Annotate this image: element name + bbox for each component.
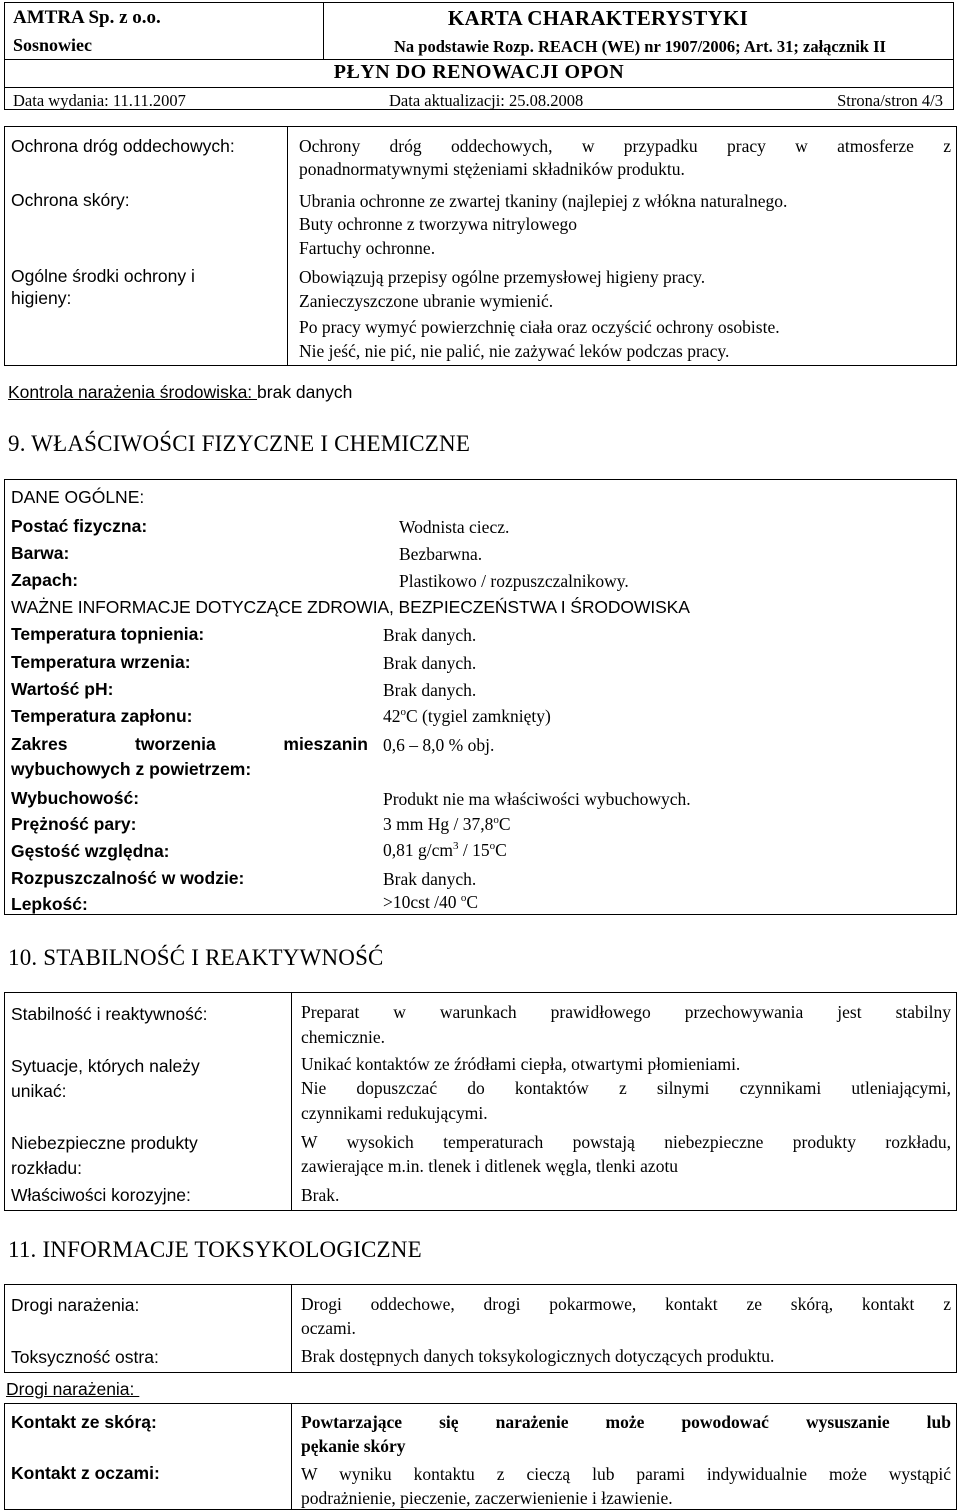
- protection-line: Obowiązują przepisy ogólne przemysłowej higieny pracy.: [299, 267, 706, 287]
- skin-contact-line: pękanie skóry: [301, 1436, 406, 1456]
- property-label: Zapach:: [11, 570, 79, 590]
- protection-line: Fartuchy ochronne.: [299, 238, 436, 258]
- protection-line: Po pracy wymyć powierzchnię ciała oraz oczyścić ochrony osobiste.: [299, 317, 780, 337]
- protection-line: ponadnormatywnymi stężeniami składników produktu.: [299, 159, 685, 179]
- page-number: Strona/stron 4/3: [837, 91, 943, 110]
- property-value: Produkt nie ma właściwości wybuchowych.: [383, 789, 691, 809]
- stability-table: [4, 992, 957, 1211]
- stability-line: chemicznie.: [301, 1027, 386, 1047]
- column-divider: [291, 1404, 292, 1509]
- avoid-line: Nie dopuszczać do kontaktów z silnymi czynnikami utleniającymi,: [301, 1078, 951, 1098]
- company-city: Sosnowiec: [13, 35, 93, 55]
- property-value: Brak danych.: [383, 869, 477, 889]
- header-divider: [5, 87, 953, 88]
- property-label: Zakres tworzenia mieszanin: [11, 734, 368, 754]
- protection-line: Ubrania ochronne ze zwartej tkaniny (najlepiej z włókna naturalnego.: [299, 191, 788, 211]
- hygiene-label: Ogólne środki ochrony i higieny:: [11, 266, 195, 309]
- physical-properties-table: [4, 479, 957, 915]
- protection-line: Nie jeść, nie pić, nie palić, nie zażywać leków podczas pracy.: [299, 341, 730, 361]
- update-date: Data aktualizacji: 25.08.2008: [389, 91, 584, 110]
- skin-protection-label: Ochrona skóry:: [11, 190, 130, 210]
- property-label: Postać fizyczna:: [11, 516, 148, 536]
- decomposition-label: Niebezpieczne produkty: [11, 1133, 198, 1153]
- property-value: Brak danych.: [383, 653, 477, 673]
- property-value: Brak danych.: [383, 625, 477, 645]
- corrosive-value: Brak.: [301, 1185, 340, 1205]
- density-value: 0,81 $g/cm^3 / 15^oC$: [383, 840, 507, 860]
- avoid-label: Sytuacje, których należy: [11, 1056, 200, 1076]
- decomposition-label: rozkładu:: [11, 1158, 83, 1178]
- property-label: Temperatura zapłonu:: [11, 706, 193, 726]
- skin-contact-line: Powtarzające się narażenie może powodować wysuszanie lub: [301, 1412, 951, 1432]
- exposure-effects-table: [4, 1403, 957, 1510]
- property-label: Temperatura wrzenia:: [11, 652, 191, 672]
- column-divider: [291, 993, 292, 1210]
- env-control: [8, 381, 352, 403]
- property-value: 0,6 – 8,0 % obj.: [383, 735, 495, 755]
- stability-label: Stabilność i reaktywność:: [11, 1004, 208, 1024]
- exposure-routes-heading: Drogi narażenia:: [6, 1379, 140, 1399]
- general-data-heading: DANE OGÓLNE:: [11, 487, 145, 507]
- respiratory-protection-label: Ochrona dróg oddechowych:: [11, 136, 235, 156]
- property-label: Temperatura topnienia:: [11, 624, 205, 644]
- viscosity-value: >10cst /40 $^o$C: [383, 892, 479, 912]
- property-value: Bezbarwna.: [399, 544, 483, 564]
- column-divider: [291, 1285, 292, 1372]
- decomposition-line: W wysokich temperaturach powstają niebezpieczne produkty rozkładu,: [301, 1132, 951, 1152]
- document-header: [4, 2, 954, 110]
- property-label: Rozpuszczalność w wodzie:: [11, 868, 245, 888]
- document-title: KARTA CHARAKTERYSTYKI: [447, 6, 749, 30]
- header-divider: [323, 3, 324, 59]
- toxicology-table: [4, 1284, 957, 1373]
- important-info-heading: WAŻNE INFORMACJE DOTYCZĄCE ZDROWIA, BEZPIECZEŃSTWA I ŚRODOWISKA: [11, 597, 690, 617]
- property-label: Prężność pary:: [11, 814, 137, 834]
- avoid-line: czynnikami redukującymi.: [301, 1103, 488, 1123]
- eye-contact-label: Kontakt z oczami:: [11, 1463, 160, 1483]
- property-value: Brak danych.: [383, 680, 477, 700]
- property-label: Barwa:: [11, 543, 70, 563]
- skin-contact-label: Kontakt ze skórą:: [11, 1412, 157, 1432]
- protection-line: Buty ochronne z tworzywa nitrylowego: [299, 214, 577, 234]
- eye-contact-line: W wyniku kontaktu z cieczą lub parami indywidualnie może wystąpić: [301, 1464, 951, 1484]
- decomposition-line: zawierające m.in. tlenek i ditlenek węgla, tlenki azotu: [301, 1156, 679, 1176]
- acute-toxicity-value: Brak dostępnych danych toksykologicznych dotyczących produktu.: [301, 1346, 775, 1366]
- section-10-title: 10. STABILNOŚĆ I REAKTYWNOŚĆ: [8, 945, 384, 970]
- section-11-title: 11. INFORMACJE TOKSYKOLOGICZNE: [8, 1237, 422, 1262]
- exposure-routes-line: oczami.: [301, 1318, 356, 1338]
- issue-date: Data wydania: 11.11.2007: [13, 91, 186, 110]
- env-control-value: brak danych: [257, 382, 353, 402]
- vapor-pressure-value: 3 mm Hg / 37,8$^o$C: [383, 814, 511, 834]
- protection-line: Ochrony dróg oddechowych, w przypadku pracy w atmosferze z: [299, 136, 951, 156]
- eye-contact-line: podrażnienie, pieczenie, zaczerwienienie i łzawienie.: [301, 1488, 673, 1508]
- property-label: wybuchowych z powietrzem:: [11, 759, 252, 779]
- property-value: Plastikowo / rozpuszczalnikowy.: [399, 571, 629, 591]
- column-divider: [287, 127, 288, 365]
- exposure-routes-label: Drogi narażenia:: [11, 1295, 140, 1315]
- exposure-routes-line: Drogi oddechowe, drogi pokarmowe, kontakt ze skórą, kontakt z: [301, 1294, 951, 1314]
- avoid-label: unikać:: [11, 1081, 67, 1101]
- property-label: Lepkość:: [11, 894, 88, 914]
- protection-table: [4, 126, 957, 366]
- company-name: AMTRA Sp. z o.o.: [13, 7, 161, 28]
- property-label: Gęstość względna:: [11, 841, 170, 861]
- corrosive-label: Właściwości korozyjne:: [11, 1185, 191, 1205]
- product-name: PŁYN DO RENOWACJI OPON: [333, 61, 625, 83]
- env-control-label: Kontrola narażenia środowiska:: [8, 382, 258, 402]
- protection-line: Zanieczyszczone ubranie wymienić.: [299, 291, 554, 311]
- property-label: Wartość pH:: [11, 679, 114, 699]
- avoid-line: Unikać kontaktów ze źródłami ciepła, otwartymi płomieniami.: [301, 1054, 741, 1074]
- property-label: Wybuchowość:: [11, 788, 140, 808]
- acute-toxicity-label: Toksyczność ostra:: [11, 1347, 159, 1367]
- flash-point-value: 42$^o$C (tygiel zamknięty): [383, 706, 551, 726]
- stability-line: Preparat w warunkach prawidłowego przechowywania jest stabilny: [301, 1002, 951, 1022]
- section-9-title: 9. WŁAŚCIWOŚCI FIZYCZNE I CHEMICZNE: [8, 431, 471, 456]
- regulation-reference: Na podstawie Rozp. REACH (WE) nr 1907/2006; Art. 31; załącznik II: [394, 37, 886, 56]
- property-value: Wodnista ciecz.: [399, 517, 510, 537]
